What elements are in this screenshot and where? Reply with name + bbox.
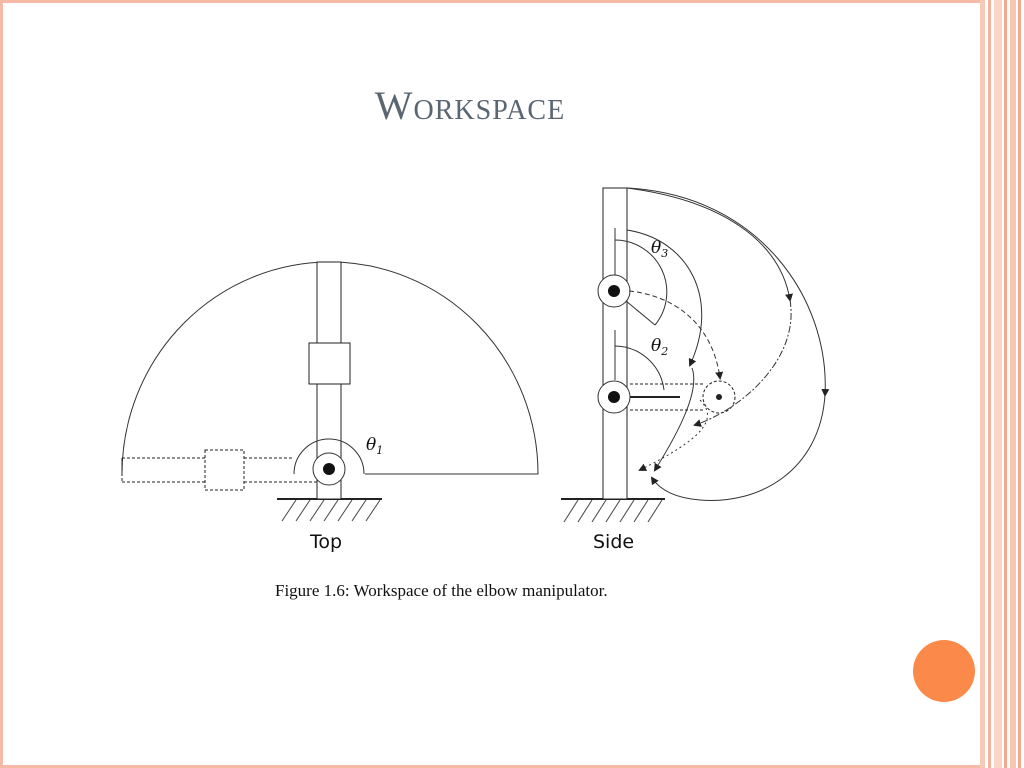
top-joint	[323, 463, 335, 475]
top-arm-dashed	[122, 450, 317, 490]
top-view-label: Top	[310, 531, 343, 553]
side-outer-arc	[627, 188, 825, 395]
side-view-label: Side	[593, 531, 635, 553]
side-theta2-label: $\theta_2$	[651, 336, 669, 358]
side-ground-hatch	[564, 500, 662, 522]
top-view-diagram	[122, 262, 538, 521]
top-elbow-box	[309, 343, 350, 384]
slide-title: Workspace	[374, 83, 566, 128]
top-ground-hatch	[282, 500, 380, 521]
figure-caption: Figure 1.6: Workspace of the elbow manipulator.	[275, 581, 608, 600]
accent-circle	[913, 640, 975, 702]
side-joint-lower	[608, 391, 620, 403]
slide-side-stripes	[980, 0, 1024, 768]
side-joint-upper	[608, 285, 620, 297]
side-view-diagram	[561, 188, 825, 522]
side-theta3-label: $\theta_3$	[651, 238, 669, 260]
top-theta1-label: $\theta_1$	[366, 435, 384, 457]
